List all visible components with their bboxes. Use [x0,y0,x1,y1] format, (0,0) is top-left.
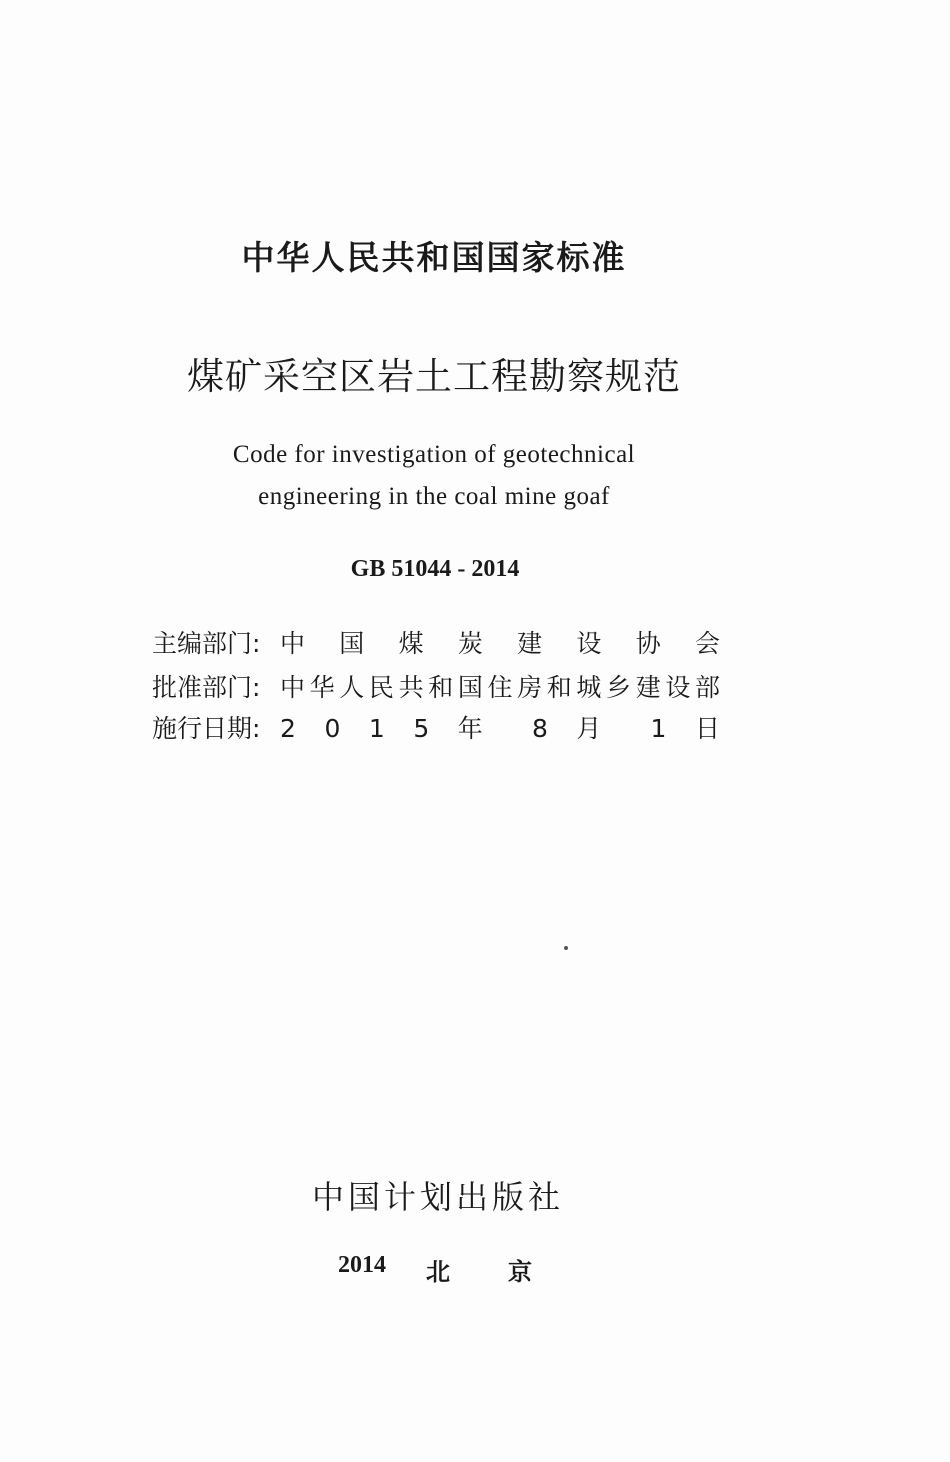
standard-code: GB 51044 - 2014 [350,556,520,582]
publication-year: 2014 [338,1252,386,1278]
approver-label: 批准部门: [152,673,261,702]
document-title-english-line2: engineering in the coal mine goaf [258,483,610,510]
document-title-english-line1: Code for investigation of geotechnical [232,441,636,468]
publication-city-char-2: 京 [508,1260,532,1286]
editor-label: 主编部门: [152,629,261,658]
approver-row [152,668,722,704]
effective-date-value: 2 0 1 5 年 8 月 1 日 [280,714,720,743]
publisher-name: 中国计划出版社 [311,1178,564,1216]
document-title-chinese: 煤矿采空区岩土工程勘察规范 [187,355,681,398]
approver-value: 中华人民共和国住房和城乡建设部 [280,673,720,702]
scan-speck [564,946,568,950]
editor-value: 中 国 煤 炭 建 设 协 会 [280,629,720,658]
standard-classification: 中华人民共和国国家标准 [241,238,627,277]
editor-row [152,624,722,660]
effective-date-row [152,709,722,745]
publication-city-char-1: 北 [426,1260,450,1286]
effective-date-label: 施行日期: [152,714,261,743]
